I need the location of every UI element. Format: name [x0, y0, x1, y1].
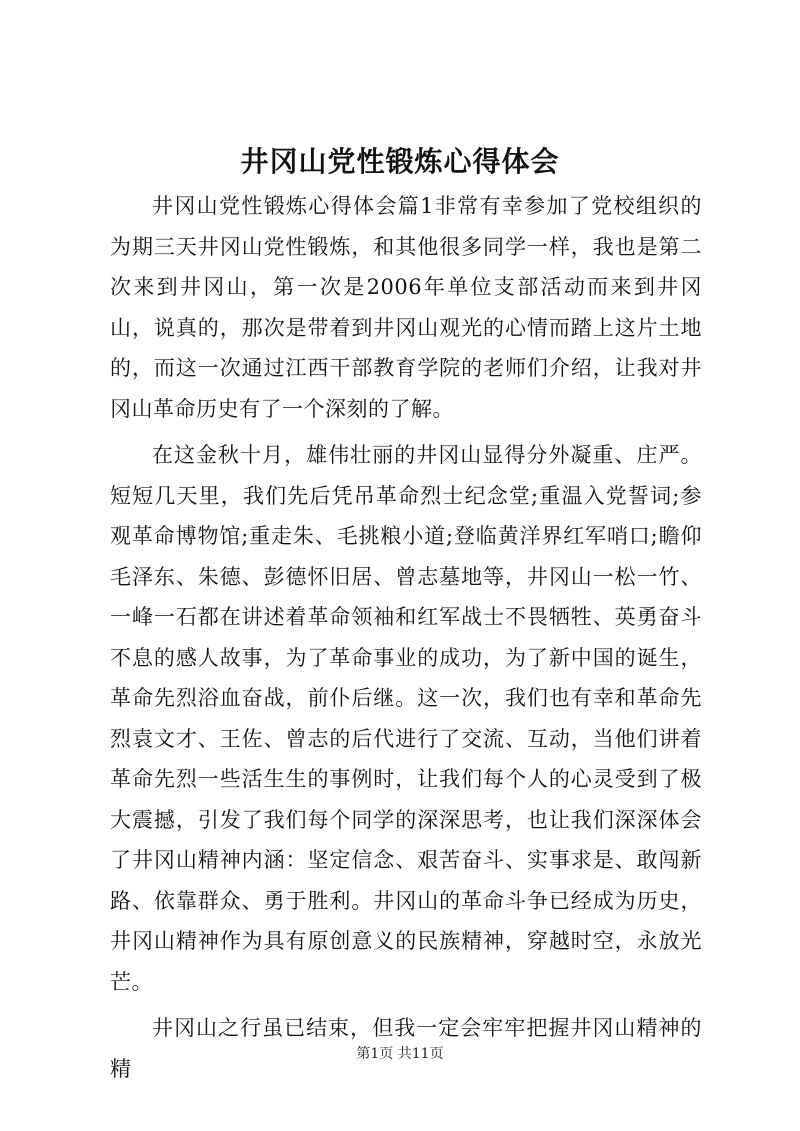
document-title: 井冈山党性锻炼心得体会	[240, 145, 560, 178]
paragraph-3: 井冈山之行虽已结束，但我一定会牢牢把握井冈山精神的精	[110, 1016, 702, 1081]
paragraph-2: 在这金秋十月，雄伟壮丽的井冈山显得分外凝重、庄严。短短几天里，我们先后凭吊革命烈士纪念堂;重温入党誓词;参观革命博物馆;重走朱、毛挑粮小道;登临黄洋界红军哨口;瞻仰毛泽东、朱德、彭德怀旧居、曾志墓地等，井冈山一松一竹、一峰一石都在讲述着革命领袖和红军战士不畏牺牲、英勇奋斗不息的感人故事，为了革命事业的成功，为了新中国的诞生，革命先烈浴血奋战，前仆后继。这一次，我们也有幸和革命先烈袁文才、王佐、曾志的后代进行了交流、互动，当他们讲着革命先烈一些活生生的事例时，让我们每个人的心灵受到了极大震撼，引发了我们每个同学的深深思考，也让我们深深体会了井冈山精神内涵：坚定信念、艰苦奋斗、实事求是、敢闯新路、依靠群众、勇于胜利。井冈山的革命斗争已经成为历史，井冈山精神作为具有原创意义的民族精神，穿越时空，永放光芒。	[110, 443, 702, 994]
page-footer: 第1页 共11页	[356, 1046, 444, 1062]
paragraph-1: 井冈山党性锻炼心得体会篇1非常有幸参加了党校组织的为期三天井冈山党性锻炼，和其他很多同学一样，我也是第二次来到井冈山，第一次是2006年单位支部活动而来到井冈山，说真的，那次是带着到井冈山观光的心情而踏上这片土地的，而这一次通过江西干部教育学院的老师们介绍，让我对井冈山革命历史有了一个深刻的了解。	[110, 194, 702, 421]
document-body	[110, 186, 702, 1089]
